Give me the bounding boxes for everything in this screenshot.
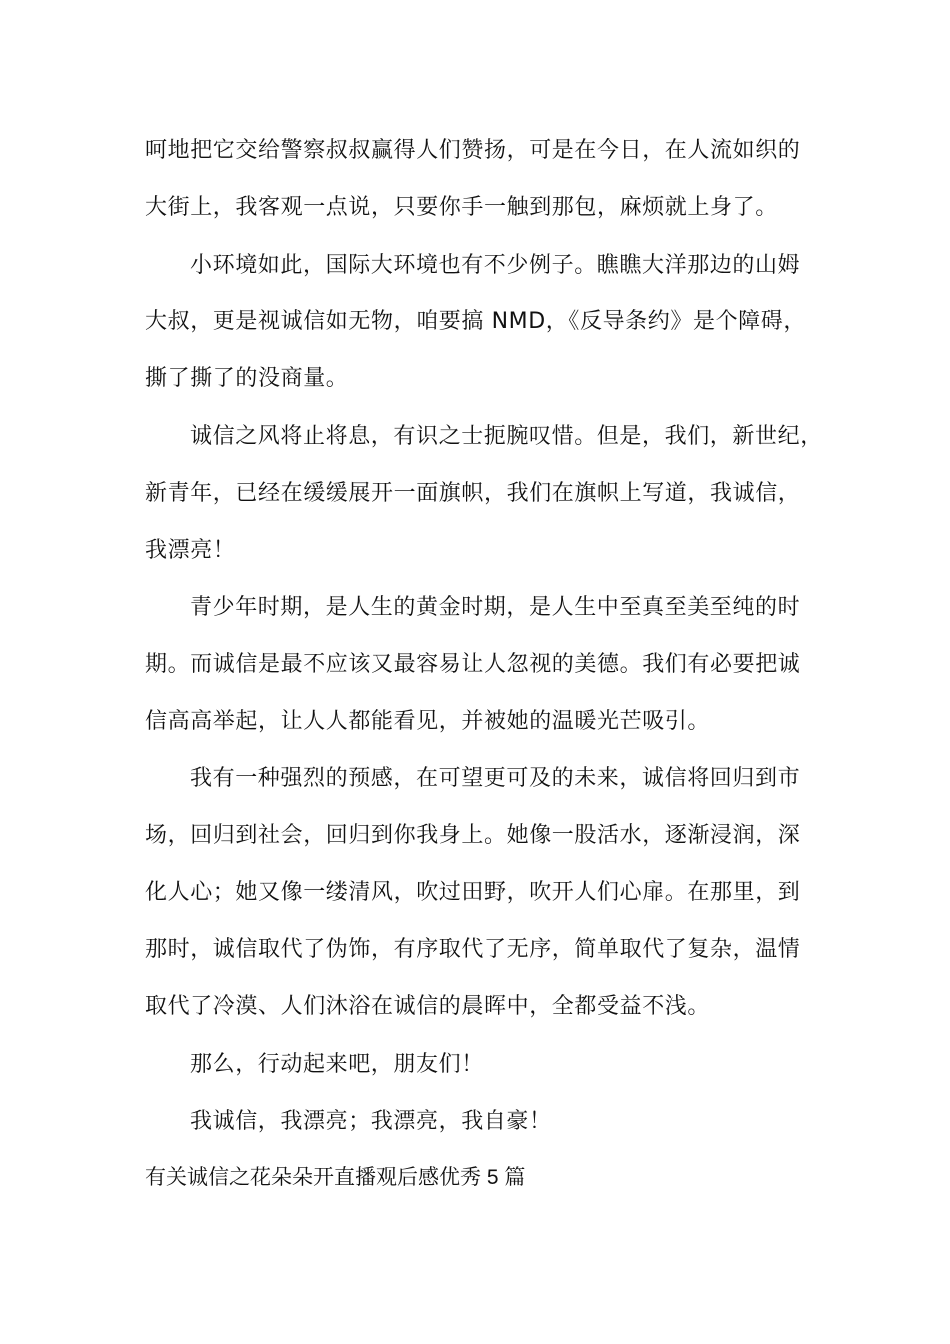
- text-line: 信高高举起，让人人都能看见，并被她的温暖光芒吸引。: [145, 709, 711, 734]
- paragraph-start-line: 那么，行动起来吧，朋友们！: [190, 1052, 484, 1077]
- paragraph-start-line: 小环境如此，国际大环境也有不少例子。瞧瞧大洋那边的山姆: [190, 253, 801, 278]
- text-line: 新青年，已经在缓缓展开一面旗帜，我们在旗帜上写道，我诚信，: [145, 481, 801, 506]
- text-line: 撕了撕了的没商量。: [145, 366, 349, 391]
- document-title: 有关诚信之花朵朵开直播观后感优秀 5 篇: [145, 1166, 526, 1189]
- paragraph-start-line: 我有一种强烈的预感，在可望更可及的未来，诚信将回归到市: [190, 766, 801, 791]
- text-line: 那时，诚信取代了伪饰，有序取代了无序，简单取代了复杂，温情: [145, 937, 801, 962]
- paragraph-start-line: 我诚信，我漂亮；我漂亮，我自豪！: [190, 1109, 552, 1134]
- paragraph-start-line: 青少年时期，是人生的黄金时期，是人生中至真至美至纯的时: [190, 595, 801, 620]
- text-line: 场，回归到社会，回归到你我身上。她像一股活水，逐渐浸润，深: [145, 823, 801, 848]
- text-line: 取代了冷漠、人们沐浴在诚信的晨晖中，全都受益不浅。: [145, 994, 711, 1019]
- paragraph-start-line: 诚信之风将止将息，有识之士扼腕叹惜。但是，我们，新世纪，: [190, 424, 823, 449]
- text-line: 我漂亮！: [145, 538, 236, 563]
- text-line: 大街上，我客观一点说，只要你手一触到那包，麻烦就上身了。: [145, 195, 778, 220]
- text-line: 大叔，更是视诚信如无物，咱要搞 NMD，《反导条约》是个障碍，: [145, 309, 806, 334]
- text-line: 呵地把它交给警察叔叔赢得人们赞扬，可是在今日，在人流如织的: [145, 138, 801, 163]
- text-line: 期。而诚信是最不应该又最容易让人忽视的美德。我们有必要把诚: [145, 652, 801, 677]
- text-line: 化人心；她又像一缕清风，吹过田野，吹开人们心扉。在那里，到: [145, 880, 801, 905]
